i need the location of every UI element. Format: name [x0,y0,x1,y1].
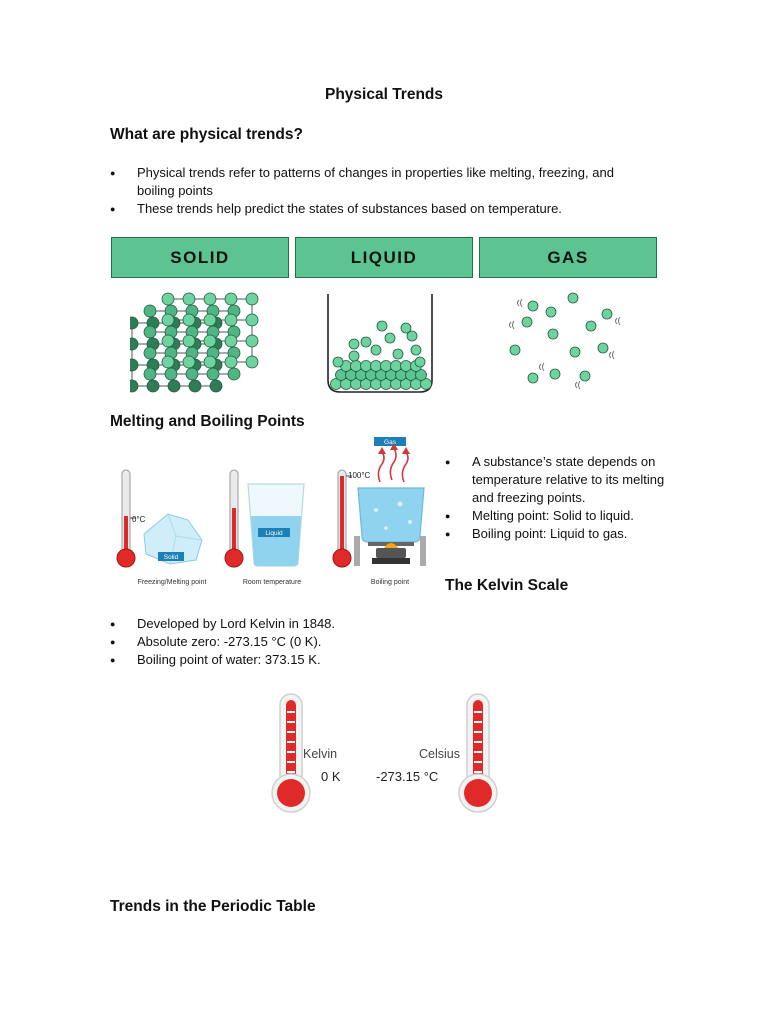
particle-icon [225,335,237,347]
particle-icon [130,338,138,350]
list-item: ● A substance’s state depends on temperature relative to its melting and freezing points. [445,453,665,507]
particle-icon [204,335,216,347]
particle-icon [351,361,362,372]
particle-icon [546,307,556,317]
bullet-list-kelvin-scale [110,615,510,669]
particle-icon [415,357,425,367]
caption-room-temperature: Room temperature [242,579,302,586]
particle-icon [371,361,382,372]
particle-icon [189,380,201,392]
gas-tag: Gas [384,439,396,446]
bullet-list-physical-trends [110,164,650,218]
caption-boiling-point: Boiling point [370,579,410,586]
liquid-beaker-illustration [320,288,440,398]
particle-icon [210,380,222,392]
particle-icon [333,357,343,367]
particle-icon [162,335,174,347]
particle-icon [349,339,359,349]
particle-icon [204,356,216,368]
particle-icon [570,347,580,357]
liquid-tag: Liquid [265,530,283,537]
section-heading-melting-boiling: Melting and Boiling Points [110,413,305,430]
particle-icon [528,301,538,311]
celsius-value: -273.15 °C [376,769,439,784]
phase-label-solid: SOLID [111,237,289,278]
particle-icon [602,309,612,319]
particle-icon [246,356,258,368]
particle-icon [371,345,381,355]
particle-icon [147,380,159,392]
phase-label-liquid: LIQUID [295,237,473,278]
phase-label-gas: GAS [479,237,657,278]
zero-celsius-label: 0°C [132,515,146,524]
hundred-celsius-label: 100°C [348,471,371,480]
bullet-list-melting-boiling [445,453,665,543]
page-title: Physical Trends [324,86,444,103]
thermometer-icon [225,470,243,567]
particle-icon [401,323,411,333]
kelvin-label: Kelvin [303,747,338,761]
caption-freezing-melting: Freezing/Melting point [137,579,207,586]
particle-icon [144,347,156,359]
particle-icon [183,314,195,326]
particle-icon [162,314,174,326]
particle-icon [586,321,596,331]
particle-icon [568,293,578,303]
particle-icon [204,314,216,326]
kelvin-value: 0 K [321,769,341,784]
particle-icon [385,333,395,343]
particle-icon [225,356,237,368]
section-heading-kelvin-scale: The Kelvin Scale [445,577,569,594]
celsius-label: Celsius [419,747,460,761]
particle-icon [580,371,590,381]
particle-icon [162,356,174,368]
particle-icon [393,349,403,359]
solid-tag: Solid [163,554,179,561]
particle-icon [550,369,560,379]
particle-icon [130,380,138,392]
particle-icon [165,368,177,380]
particle-icon [510,345,520,355]
particle-icon [228,368,240,380]
list-item: ● Boiling point of water: 373.15 K. [110,651,510,669]
particle-icon [246,293,258,305]
particle-icon [246,314,258,326]
particle-icon [377,321,387,331]
thermometer-icon [333,470,352,567]
particle-icon [144,305,156,317]
particle-icon [246,335,258,347]
particle-icon [522,317,532,327]
particle-icon [411,345,421,355]
particle-icon [168,380,180,392]
solid-lattice-illustration [130,285,270,400]
list-item: ● Boiling point: Liquid to gas. [445,525,665,543]
melting-boiling-figure [110,436,435,588]
celsius-thermometer-icon [459,694,497,812]
particle-icon [204,293,216,305]
particle-icon [361,361,372,372]
particle-icon [391,361,402,372]
particle-icon [225,314,237,326]
particle-icon [361,337,371,347]
list-item: ● Melting point: Solid to liquid. [445,507,665,525]
particle-icon [183,335,195,347]
kelvin-celsius-figure [262,690,507,818]
particle-icon [144,368,156,380]
particle-icon [130,317,138,329]
list-item: ● Developed by Lord Kelvin in 1848. [110,615,510,633]
list-item: ● Absolute zero: -273.15 °C (0 K). [110,633,510,651]
list-item: ● These trends help predict the states of substances based on temperature. [110,200,650,218]
particle-icon [598,343,608,353]
particle-icon [401,361,412,372]
particle-icon [225,293,237,305]
particle-icon [349,351,359,361]
particle-icon [207,368,219,380]
particle-icon [381,361,392,372]
particle-icon [528,373,538,383]
section-heading-physical-trends: What are physical trends? [110,126,303,143]
particle-icon [162,293,174,305]
particle-icon [548,329,558,339]
particle-icon [130,359,138,371]
section-heading-periodic-trends: Trends in the Periodic Table [110,898,316,915]
particle-icon [183,293,195,305]
list-item: ● Physical trends refer to patterns of changes in properties like melting, freezing, and boiling points [110,164,650,200]
gas-particles-illustration [505,288,635,398]
particle-icon [144,326,156,338]
particle-icon [186,368,198,380]
particle-icon [183,356,195,368]
